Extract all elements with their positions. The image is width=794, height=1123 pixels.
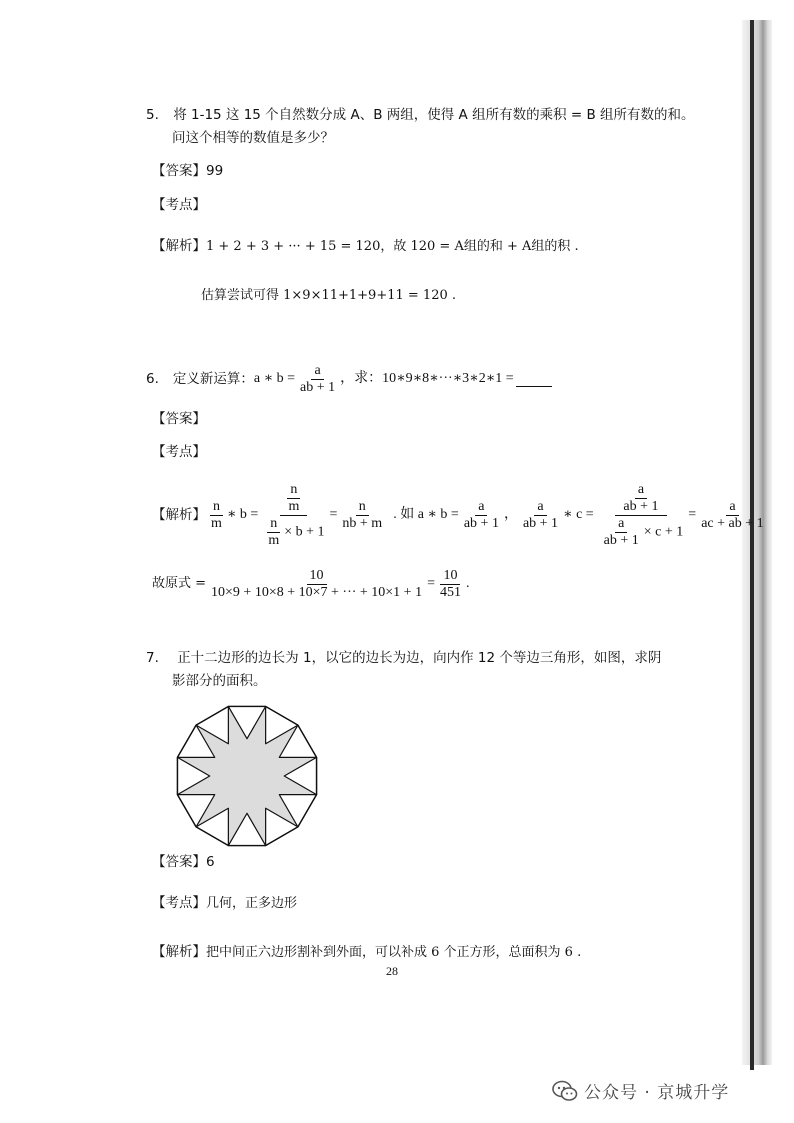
q6-frac-a-acab1-den: ac + ab + 1 <box>701 515 764 531</box>
q7-analysis: 把中间正六边形割补到外面，可以补成 6 个正方形，总面积为 6 . <box>206 945 582 960</box>
q6-c2-num-frac-den: ab + 1 <box>623 498 659 514</box>
q6-answer-blank <box>516 372 552 387</box>
q5-analysis-row <box>152 237 579 256</box>
q6-point-tag: 【考点】 <box>152 444 206 460</box>
q6-inner-num: n <box>287 482 300 499</box>
q6-analysis-row <box>152 482 769 548</box>
q6-orig: 故原式 = <box>152 576 207 591</box>
page-number: 28 <box>386 964 398 978</box>
watermark <box>552 1078 729 1103</box>
q7-point: 几何，正多边形 <box>206 896 298 911</box>
q6-complex-frac-1-num <box>280 482 307 516</box>
q5-analysis-1: 1 + 2 + 3 + ··· + 15 = 120，故 120 = A组的和 + A组的积 . <box>206 239 579 254</box>
q6-frac-a-ab1-b-num: a <box>534 499 546 516</box>
q7-point-row <box>152 894 297 913</box>
wechat-icon <box>552 1080 578 1102</box>
q6-inner-frac <box>285 482 302 515</box>
q6-eq-3: = <box>427 576 435 591</box>
q6-den-frac <box>265 516 282 549</box>
q5-point-tag: 【考点】 <box>152 197 206 213</box>
q6-den-rest: × b + 1 <box>284 524 325 540</box>
q6-frac-n-m <box>208 499 225 532</box>
q6-ruru: . 如 a ∗ b = <box>393 507 459 522</box>
q6-den-frac-den: m <box>268 532 280 548</box>
q6-final-num: 10 <box>440 568 460 585</box>
q7-analysis-tag: 【解析】 <box>152 944 206 960</box>
q6-final-frac <box>437 568 464 601</box>
q6-eq-2: = <box>688 507 697 522</box>
q5-text-1: 将 1-15 这 15 个自然数分成 A、B 两组，使得 A 组所有数的乘积 = B 组所有数的和。 <box>173 107 695 123</box>
q6-frac-a-ab1-b <box>520 499 561 532</box>
q6-line1 <box>146 361 552 397</box>
q6-analysis-tag: 【解析】 <box>152 507 206 523</box>
watermark-text: 公众号 · 京城升学 <box>584 1083 730 1103</box>
q5-analysis-tag: 【解析】 <box>152 238 206 254</box>
q6-frac-a-ab1-num: a <box>475 499 487 516</box>
q6-prompt: 定义新运算： <box>172 371 254 387</box>
q6-frac-a-ab1-den: ab + 1 <box>463 515 499 531</box>
q6-eq-1: = <box>329 507 338 522</box>
q6-frac-n-m-num: n <box>210 499 223 516</box>
q6-result-num: 10 <box>307 568 327 585</box>
q6-result-den: 10×9 + 10×8 + 10×7 + ··· + 10×1 + 1 <box>211 584 423 600</box>
q6-complex-frac-2-den <box>596 516 687 549</box>
q5-line1 <box>146 106 695 124</box>
q6-number: 6. <box>146 371 159 387</box>
q6-complex-frac-2 <box>596 482 687 549</box>
q6-def-lhs: a ∗ b = <box>253 371 296 386</box>
q7-analysis-row <box>152 943 581 962</box>
q6-frac-a-acab1 <box>698 499 766 532</box>
q5-answer-tag: 【答案】 <box>152 163 206 179</box>
q6-comma: ， <box>503 507 518 522</box>
q5-line2: 问这个相等的数值是多少？ <box>172 130 334 146</box>
q7-answer-row <box>152 853 215 871</box>
dodecagon-figure <box>172 701 322 851</box>
q6-complex-frac-1 <box>260 482 327 549</box>
q6-frac-a-ab1-b-den: ab + 1 <box>522 515 559 531</box>
q5-analysis-2: 估算尝试可得 1×9×11+1+9+11 = 120 . <box>201 288 456 303</box>
q6-frac-n-m-den: m <box>211 515 222 531</box>
q6-def-den: ab + 1 <box>300 379 336 395</box>
q6-c2-den-rest: × c + 1 <box>643 524 684 540</box>
q5-answer: 99 <box>206 163 224 179</box>
q7-line1 <box>146 649 661 667</box>
q6-den-frac-num: n <box>267 516 280 533</box>
q6-frac-a-ab1 <box>461 499 502 532</box>
q7-text-1: 正十二边形的边长为 1，以它的边长为边，向内作 12 个等边三角形，如图，求阴 <box>177 650 662 666</box>
q6-frac-n-nbm <box>339 499 385 532</box>
q6-op-c: ∗ c = <box>563 507 594 522</box>
q6-answer-tag: 【答案】 <box>152 411 206 427</box>
q5-number: 5. <box>146 107 159 123</box>
q6-result-row <box>152 566 469 602</box>
q7-answer-tag: 【答案】 <box>152 854 206 870</box>
q6-c2-den-frac-num: a <box>615 516 627 533</box>
q6-c2-den-frac <box>601 516 642 549</box>
q7-number: 7. <box>146 650 159 666</box>
q6-c2-num-frac-num: a <box>635 482 647 499</box>
q6-result-frac <box>208 568 425 601</box>
q7-answer: 6 <box>206 854 215 870</box>
q6-frac-n-nbm-num: n <box>356 499 369 516</box>
q6-op-b: ∗ b = <box>226 507 259 522</box>
q6-ask: ，求：10∗9∗8∗···∗3∗2∗1 = <box>340 371 514 386</box>
q6-def-fraction <box>297 363 338 396</box>
q7-point-tag: 【考点】 <box>152 895 206 911</box>
q6-inner-den: m <box>288 498 300 514</box>
q6-c2-den-frac-den: ab + 1 <box>603 532 639 548</box>
q5-answer-row <box>152 162 223 180</box>
q7-line2: 影部分的面积。 <box>172 673 267 689</box>
q6-def-num: a <box>311 363 323 380</box>
q6-period: . <box>465 576 470 591</box>
q6-complex-frac-1-den <box>260 516 327 549</box>
q6-final-den: 451 <box>439 584 461 600</box>
q6-frac-n-nbm-den: nb + m <box>342 515 383 531</box>
q6-complex-frac-2-num <box>615 482 666 516</box>
q6-c2-num-frac <box>620 482 661 515</box>
q6-frac-a-acab1-num: a <box>726 499 738 516</box>
